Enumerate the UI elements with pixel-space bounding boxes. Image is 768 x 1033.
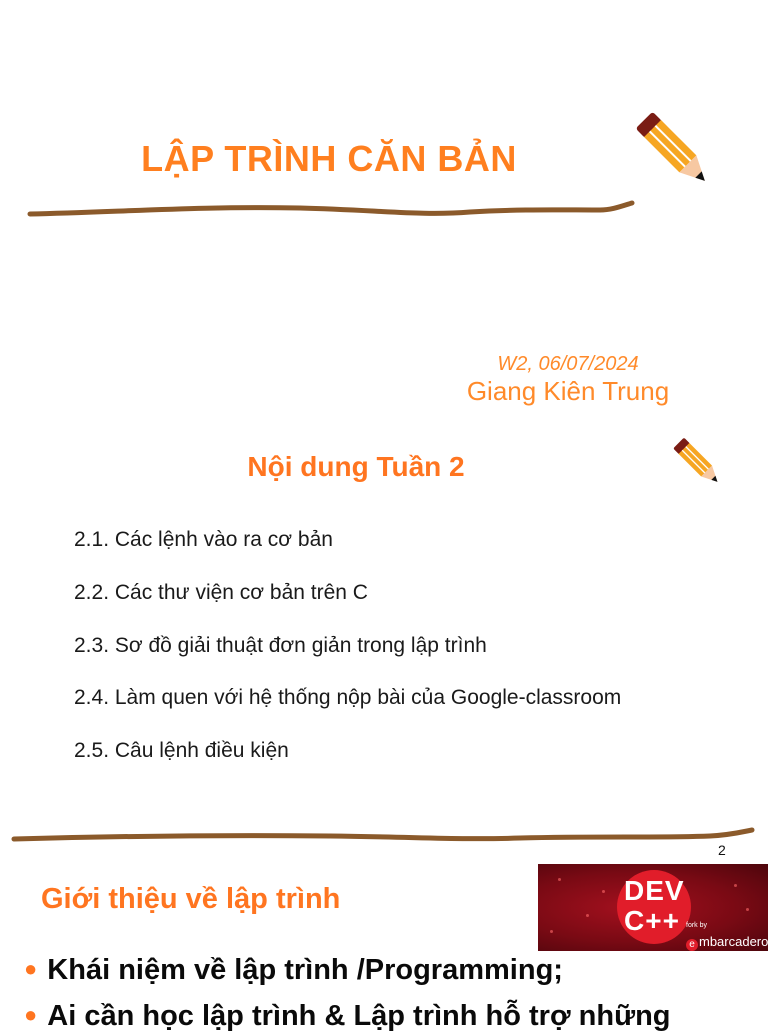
section-title: Giới thiệu về lập trình bbox=[41, 883, 341, 915]
pencil-icon bbox=[626, 106, 726, 206]
devcpp-logo bbox=[538, 864, 768, 951]
title-underline bbox=[0, 196, 640, 226]
author-name: Giang Kiên Trung bbox=[466, 376, 670, 406]
page-number: 2 bbox=[718, 842, 726, 858]
logo-fork-by: fork by bbox=[686, 922, 708, 929]
bullet-icon: ● bbox=[24, 956, 38, 981]
slide-title: LẬP TRÌNH CĂN BẢN bbox=[141, 138, 517, 179]
pencil-icon bbox=[666, 434, 732, 498]
bullet-item bbox=[24, 1000, 671, 1033]
contents-underline bbox=[0, 822, 768, 850]
contents-item: 2.2. Các thư viện cơ bản trên C bbox=[74, 581, 368, 604]
contents-item: 2.4. Làm quen với hệ thống nộp bài của Google-classroom bbox=[74, 686, 622, 709]
logo-brand: e mbarcadero bbox=[686, 934, 768, 951]
bullet-text: Khái niệm về lập trình /Programming; bbox=[47, 954, 563, 986]
contents-item: 2.1. Các lệnh vào ra cơ bản bbox=[74, 528, 333, 551]
contents-item: 2.5. Câu lệnh điều kiện bbox=[74, 739, 289, 762]
contents-item: 2.3. Sơ đồ giải thuật đơn giản trong lập trình bbox=[74, 634, 487, 657]
contents-title: Nội dung Tuần 2 bbox=[247, 451, 465, 482]
logo-text: DEV C++ bbox=[624, 875, 685, 936]
presentation-date: W2, 06/07/2024 bbox=[497, 353, 639, 375]
bullet-icon: ● bbox=[24, 1002, 38, 1027]
bullet-text: Ai cần học lập trình & Lập trình hỗ trợ những bbox=[47, 1000, 671, 1032]
bullet-item bbox=[24, 954, 563, 987]
